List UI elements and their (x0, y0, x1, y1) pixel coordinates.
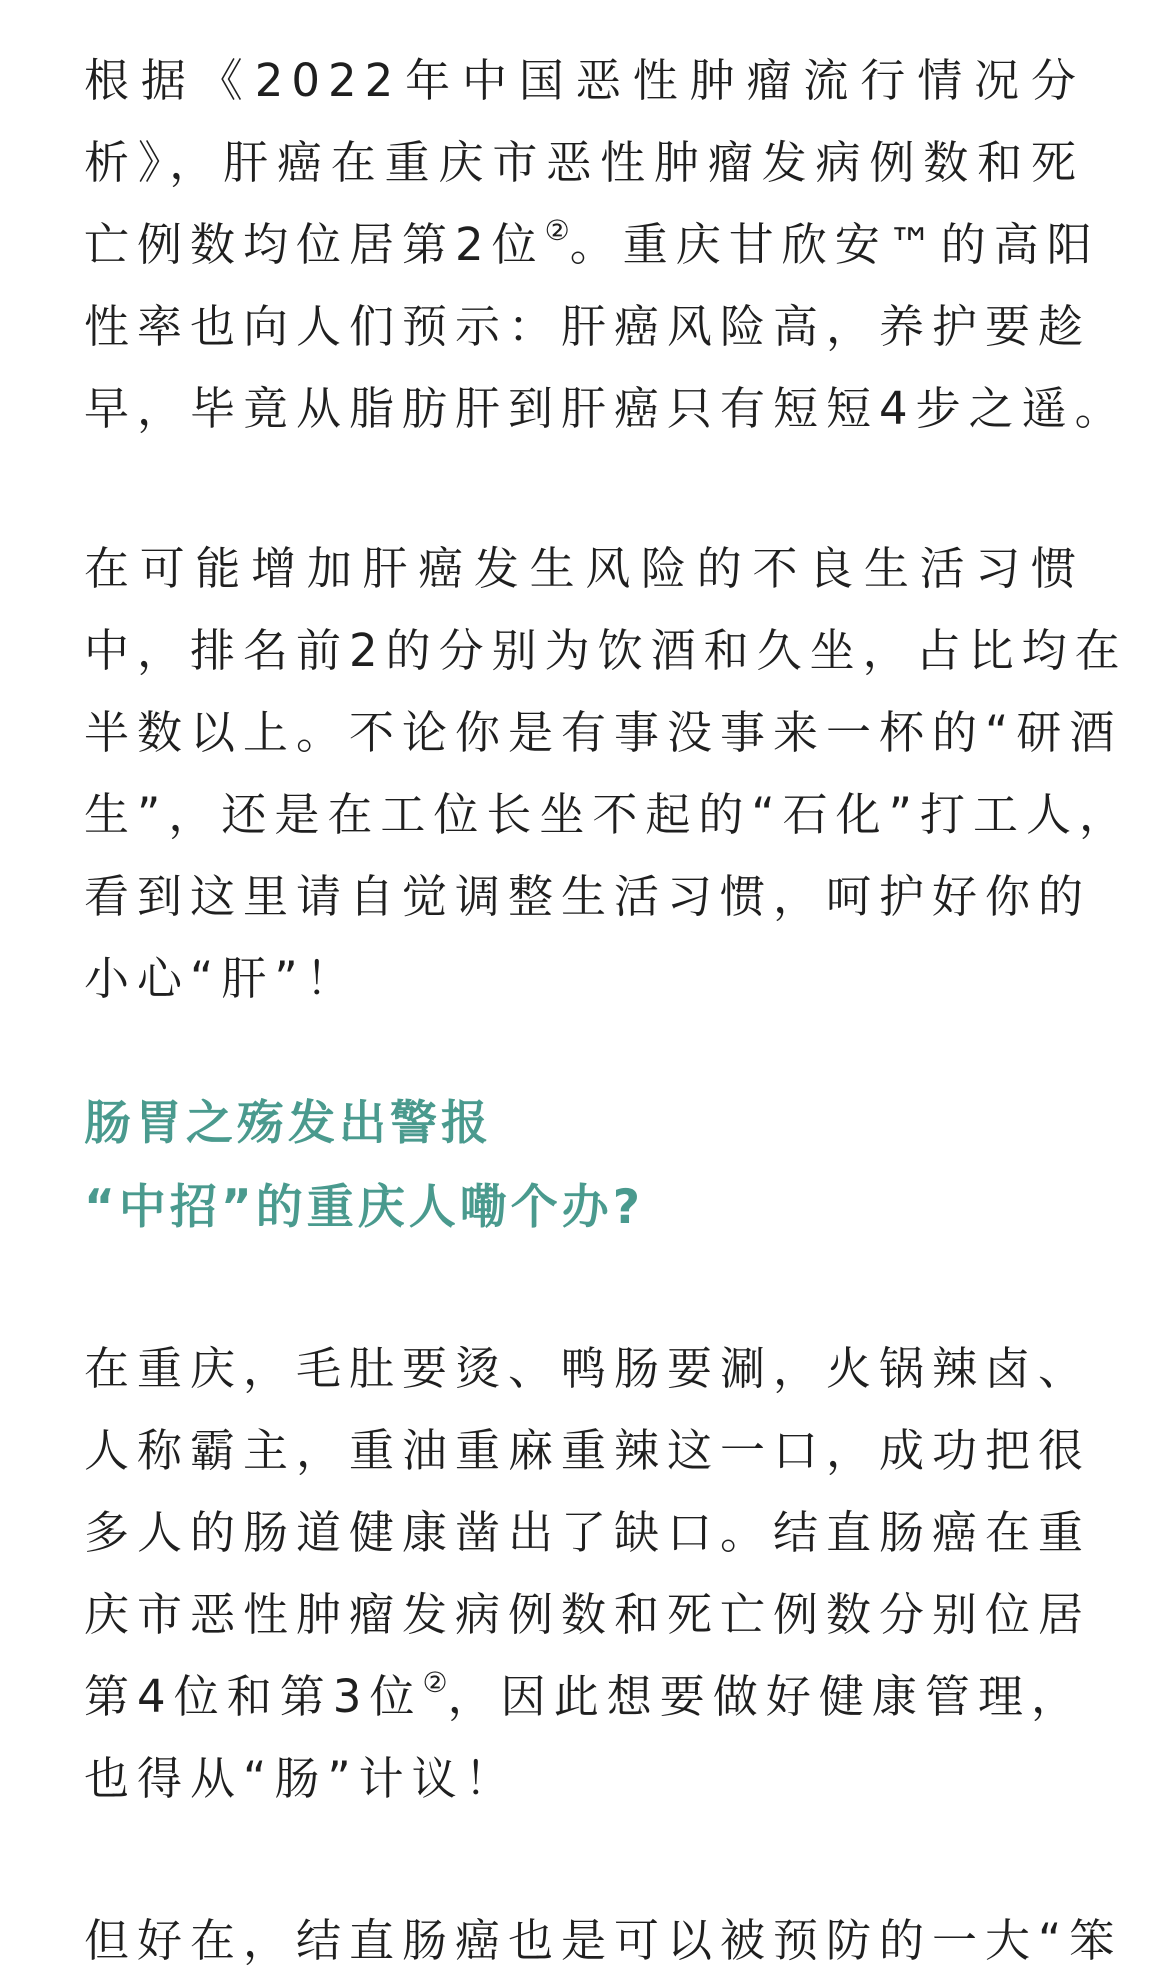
text-line: 人称霸主，重油重麻重辣这一口，成功把很 (84, 1424, 1092, 1477)
text-line: 早，毕竟从脂肪肝到肝癌只有短短4步之遥。 (84, 382, 1128, 435)
text-line: 看到这里请自觉调整生活习惯，呵护好你的 (84, 870, 1092, 923)
footnote-ref[interactable]: ② (422, 1666, 448, 1699)
text-line: 性率也向人们预示：肝癌风险高，养护要趁 (84, 300, 1092, 353)
text-line: 在可能增加肝癌发生风险的不良生活习惯 (84, 542, 1084, 595)
paragraph-colorectal-cancer (84, 1328, 1092, 1820)
paragraph-lifestyle-habits (84, 528, 1132, 1020)
text-line: 小心“肝”！ (84, 952, 359, 1005)
text-line: 半数以上。不论你是有事没事来一杯的“研酒 (84, 706, 1123, 759)
text-line: 中，排名前2的分别为饮酒和久坐，占比均在 (84, 624, 1128, 677)
paragraph-liver-cancer-stats (84, 40, 1128, 450)
text-line: 在重庆，毛肚要烫、鸭肠要涮，火锅辣卤、 (84, 1342, 1092, 1395)
text-line: 生”，还是在工位长坐不起的“石化”打工人， (84, 788, 1132, 841)
article-body (84, 40, 1132, 1982)
text-line: 也得从“肠”计议！ (84, 1752, 518, 1805)
text-line: 根据《2022年中国恶性肿瘤流行情况分 (84, 54, 1084, 107)
text-line: 第4位和第3位②，因此想要做好健康管理， (84, 1666, 1084, 1723)
section-heading (84, 1082, 1084, 1250)
paragraph-prevention (84, 1900, 1123, 1982)
heading-line-1: 肠胃之殇发出警报 (84, 1096, 492, 1151)
footnote-ref[interactable]: ② (544, 214, 570, 247)
heading-line-2: “中招”的重庆人嘞个办? (84, 1180, 645, 1235)
text-line: 析》，肝癌在重庆市恶性肿瘤发病例数和死 (84, 136, 1084, 189)
text-line: 庆市恶性肿瘤发病例数和死亡例数分别位居 (84, 1588, 1092, 1641)
text-line: 多人的肠道健康凿出了缺口。结直肠癌在重 (84, 1506, 1092, 1559)
text-line: 亡例数均位居第2位②。重庆甘欣安™的高阳 (84, 214, 1100, 271)
text-line: 但好在，结直肠癌也是可以被预防的一大“笨 (84, 1914, 1123, 1967)
